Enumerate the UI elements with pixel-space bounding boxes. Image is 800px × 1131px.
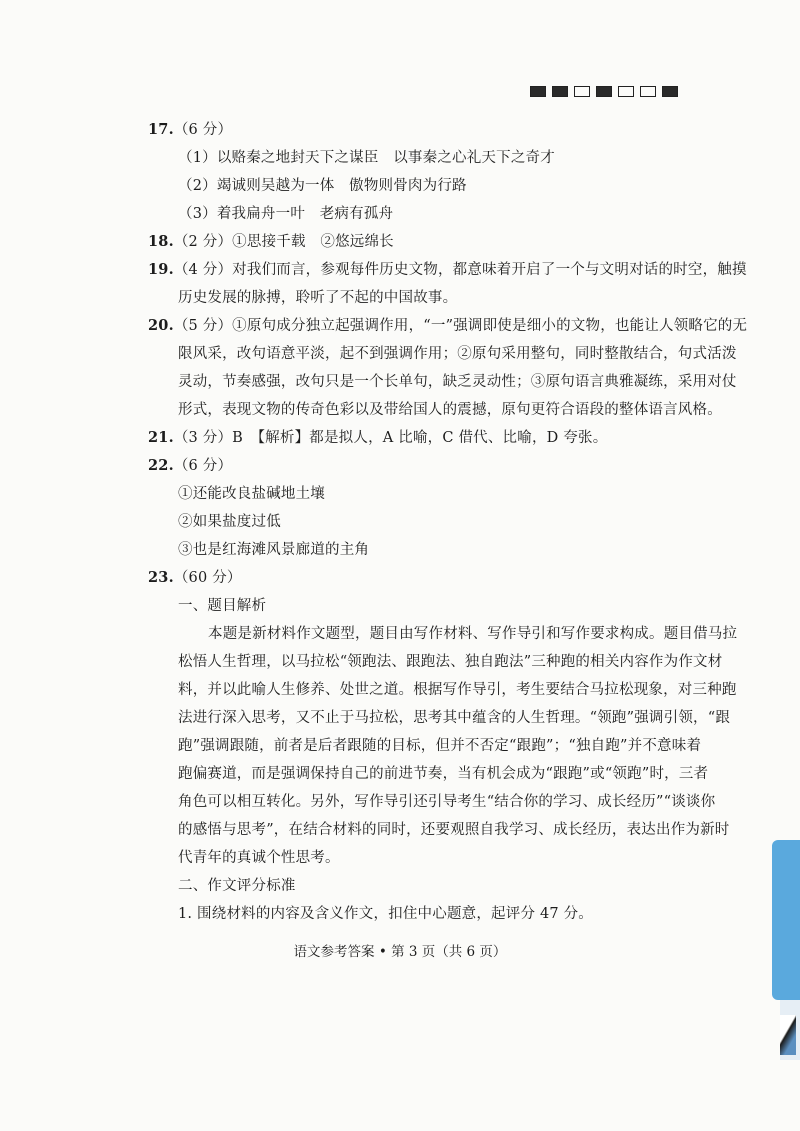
question-score: （4 分）: [173, 262, 233, 278]
marker-block: [640, 86, 656, 97]
marker-block: [596, 86, 612, 97]
q22-line-2: ②如果盐度过低: [178, 514, 281, 530]
q19-row: [148, 260, 747, 280]
q23-section-2-title: 二、作文评分标准: [178, 878, 296, 894]
q17-line-3: （3）着我扁舟一叶 老病有孤舟: [178, 206, 394, 222]
question-number: 20.: [148, 317, 174, 334]
q17-heading: [148, 120, 232, 140]
q17-line-2: （2）竭诚则吴越为一体 傲物则骨肉为行路: [178, 178, 467, 194]
question-number: 19.: [148, 261, 174, 278]
question-number: 18.: [148, 233, 174, 250]
q23-para-line: 法进行深入思考，又不止于马拉松，思考其中蕴含的人生哲理。“领跑”强调引领，“跟: [178, 710, 731, 726]
question-number: 17.: [148, 121, 174, 138]
q23-para-line: 角色可以相互转化。另外，写作导引还引导考生“结合你的学习、成长经历”“谈谈你: [178, 794, 716, 810]
q21-answer: B 【解析】都是拟人，A 比喻，C 借代、比喻，D 夸张。: [232, 430, 608, 446]
question-score: （6 分）: [173, 458, 233, 474]
q23-para-line: 的感悟与思考”，在结合材料的同时，还要观照自我学习、成长经历，表达出作为新时: [178, 822, 730, 838]
q18-row: [148, 232, 394, 252]
blue-tab-decoration: [772, 840, 800, 1000]
q23-rule-1: 1. 围绕材料的内容及含义作文，扣住中心题意，起评分 47 分。: [178, 906, 594, 922]
q20-line-4: 形式，表现文物的传奇色彩以及带给国人的震撼，原句更符合语段的整体语言风格。: [178, 402, 722, 418]
question-number: 21.: [148, 429, 174, 446]
header-marker-blocks: [530, 86, 678, 97]
q23-para-line: 跑偏赛道，而是强调保持自己的前进节奏，当有机会成为“跟跑”或“领跑”时，三者: [178, 766, 709, 782]
q23-para-line: 本题是新材料作文题型，题目由写作材料、写作导引和写作要求构成。题目借马拉: [208, 626, 738, 642]
q20-line-3: 灵动，节奏感强，改句只是一个长单句，缺乏灵动性；③原句语言典雅凝练，采用对仗: [178, 374, 737, 390]
marker-block: [530, 86, 546, 97]
page-footer: 语文参考答案 • 第 3 页（共 6 页）: [293, 944, 507, 960]
q20-line-1: ①原句成分独立起强调作用，“一”强调即使是细小的文物，也能让人领略它的无: [232, 318, 748, 334]
question-score: （6 分）: [173, 122, 233, 138]
question-number: 22.: [148, 457, 174, 474]
edge-mark-decoration: [780, 1015, 796, 1055]
question-score: （60 分）: [173, 570, 242, 586]
question-score: （3 分）: [173, 430, 233, 446]
q18-answer: ①思接千载 ②悠远绵长: [232, 234, 394, 250]
question-score: （2 分）: [173, 234, 233, 250]
q23-para-line: 代青年的真诚个性思考。: [178, 850, 340, 866]
marker-block: [662, 86, 678, 97]
question-score: （5 分）: [173, 318, 233, 334]
q20-line-2: 限风采，改句语意平淡，起不到强调作用；②原句采用整句，同时整散结合，句式活泼: [178, 346, 737, 362]
q22-line-3: ③也是红海滩风景廊道的主角: [178, 542, 370, 558]
marker-block: [574, 86, 590, 97]
q21-row: [148, 428, 607, 448]
q23-section-1-title: 一、题目解析: [178, 598, 267, 614]
q17-line-1: （1）以赂秦之地封天下之谋臣 以事秦之心礼天下之奇才: [178, 150, 555, 166]
q20-row: [148, 316, 747, 336]
q22-line-1: ①还能改良盐碱地土壤: [178, 486, 325, 502]
q23-para-line: 跑”强调跟随，前者是后者跟随的目标，但并不否定“跟跑”；“独自跑”并不意味着: [178, 738, 702, 754]
q23-para-line: 料，并以此喻人生修养、处世之道。根据写作导引，考生要结合马拉松现象，对三种跑: [178, 682, 737, 698]
q23-para-line: 松悟人生哲理，以马拉松“领跑法、跟跑法、独自跑法”三种跑的相关内容作为作文材: [178, 654, 723, 670]
q19-line-2: 历史发展的脉搏，聆听了不起的中国故事。: [178, 290, 458, 306]
marker-block: [552, 86, 568, 97]
q19-line-1: 对我们而言，参观每件历史文物，都意味着开启了一个与文明对话的时空，触摸: [232, 262, 747, 278]
question-number: 23.: [148, 569, 174, 586]
q22-heading: [148, 456, 232, 476]
q23-heading: [148, 568, 242, 588]
marker-block: [618, 86, 634, 97]
